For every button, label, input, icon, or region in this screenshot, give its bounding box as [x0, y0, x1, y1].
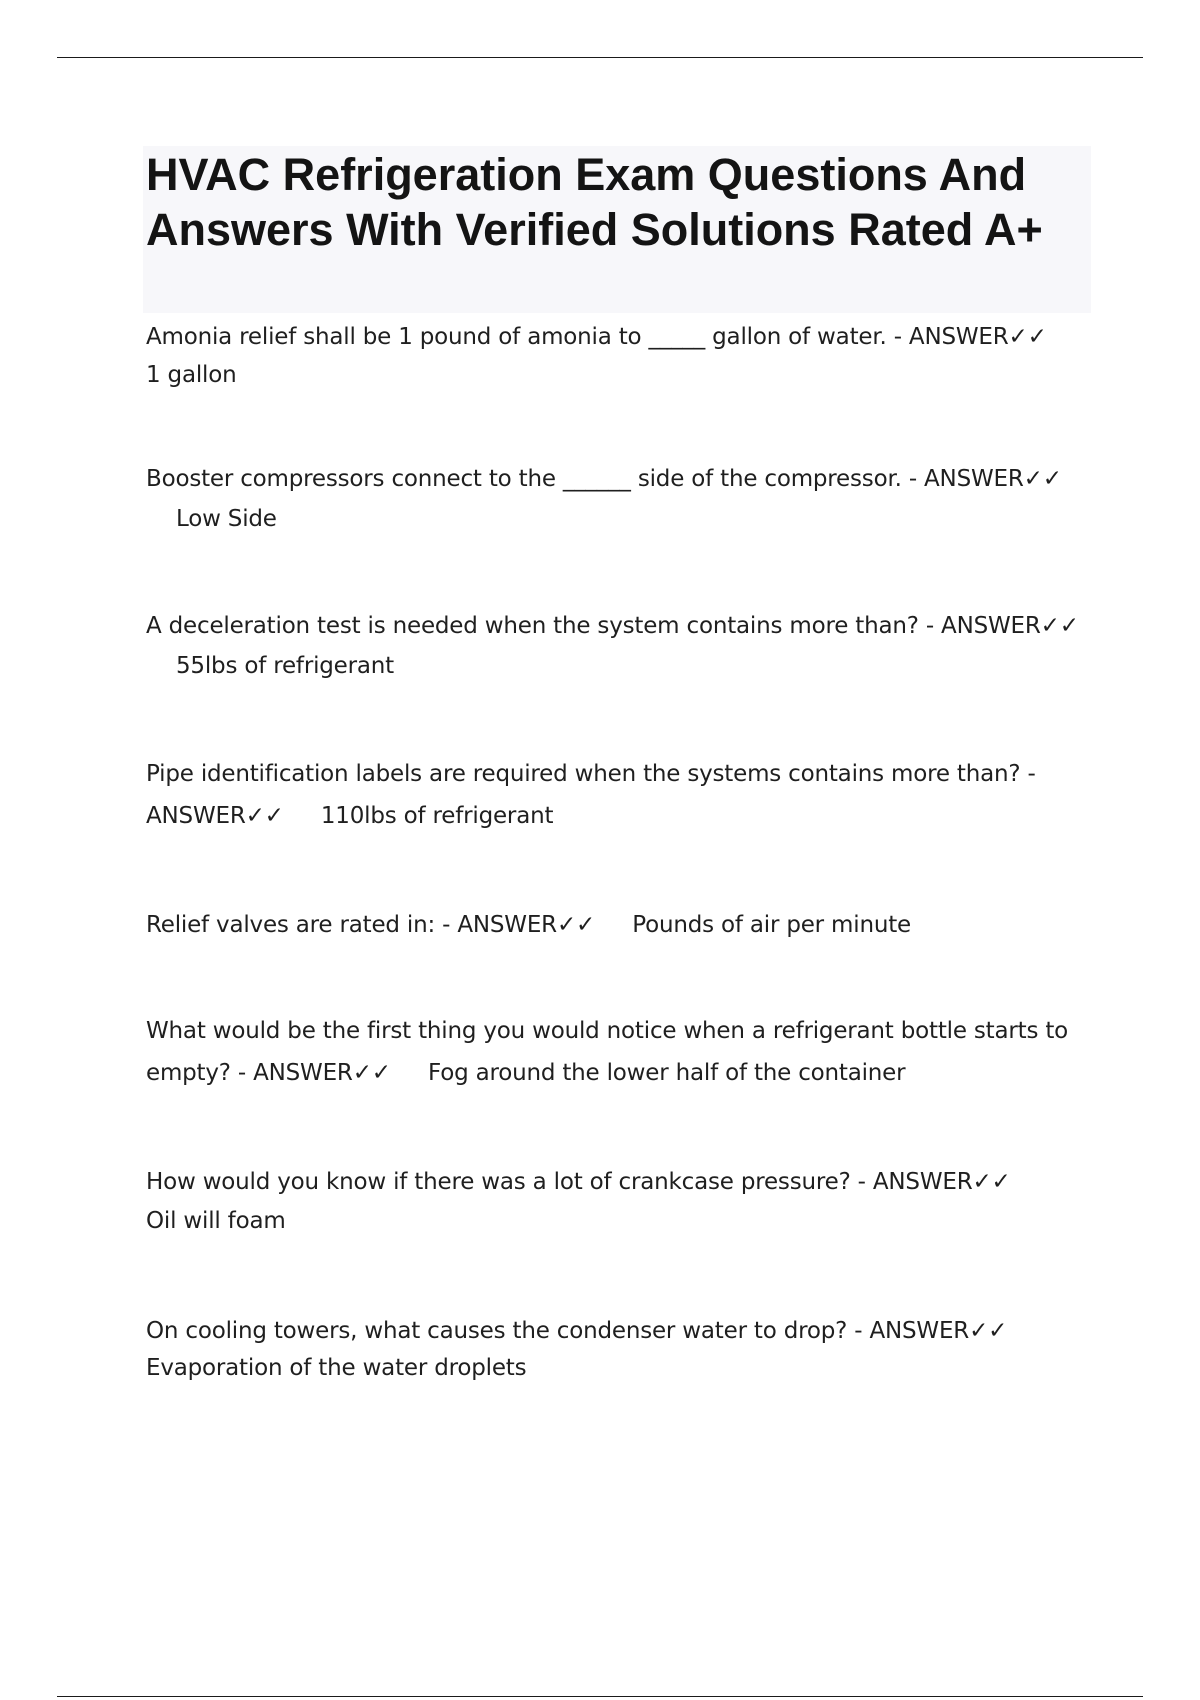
question-text: On cooling towers, what causes the condenser water to drop? - ANSWER✓✓	[146, 1318, 1008, 1344]
question-text: Amonia relief shall be 1 pound of amonia to _____ gallon of water. - ANSWER✓✓	[146, 324, 1047, 350]
answer-text: 1 gallon	[146, 362, 237, 388]
footer-rule	[57, 1696, 1143, 1697]
question-text: What would be the first thing you would notice when a refrigerant bottle starts to empty? - ANSWER✓✓	[146, 1018, 1069, 1086]
answer-text: Fog around the lower half of the container	[427, 1060, 906, 1086]
qa-item-8	[146, 1313, 1096, 1387]
answer-text: Evaporation of the water droplets	[146, 1355, 527, 1381]
qa-item-6	[146, 1010, 1096, 1094]
answer-text: 110lbs of refrigerant	[320, 803, 554, 829]
header-rule	[57, 57, 1143, 58]
document-title: HVAC Refrigeration Exam Questions And Answers With Verified Solutions Rated A+	[146, 149, 1043, 255]
answer-text: 55lbs of refrigerant	[176, 653, 394, 679]
answer-text: Low Side	[176, 506, 277, 532]
question-text: Pipe identification labels are required when the systems contains more than? - ANSWER✓✓	[146, 761, 1036, 829]
answer-text: Oil will foam	[146, 1208, 286, 1234]
qa-item-5	[146, 906, 1096, 944]
qa-item-7	[146, 1163, 1096, 1241]
question-text: How would you know if there was a lot of crankcase pressure? - ANSWER✓✓	[146, 1169, 1011, 1195]
question-text: A deceleration test is needed when the system contains more than? - ANSWER✓✓	[146, 613, 1079, 639]
question-text: Relief valves are rated in: - ANSWER✓✓	[146, 912, 596, 938]
qa-item-3	[146, 606, 1096, 686]
qa-item-1	[146, 318, 1096, 394]
qa-item-4	[146, 753, 1096, 837]
answer-text: Pounds of air per minute	[632, 912, 911, 938]
qa-item-2	[146, 459, 1096, 539]
question-text: Booster compressors connect to the ______ side of the compressor. - ANSWER✓✓	[146, 466, 1062, 492]
